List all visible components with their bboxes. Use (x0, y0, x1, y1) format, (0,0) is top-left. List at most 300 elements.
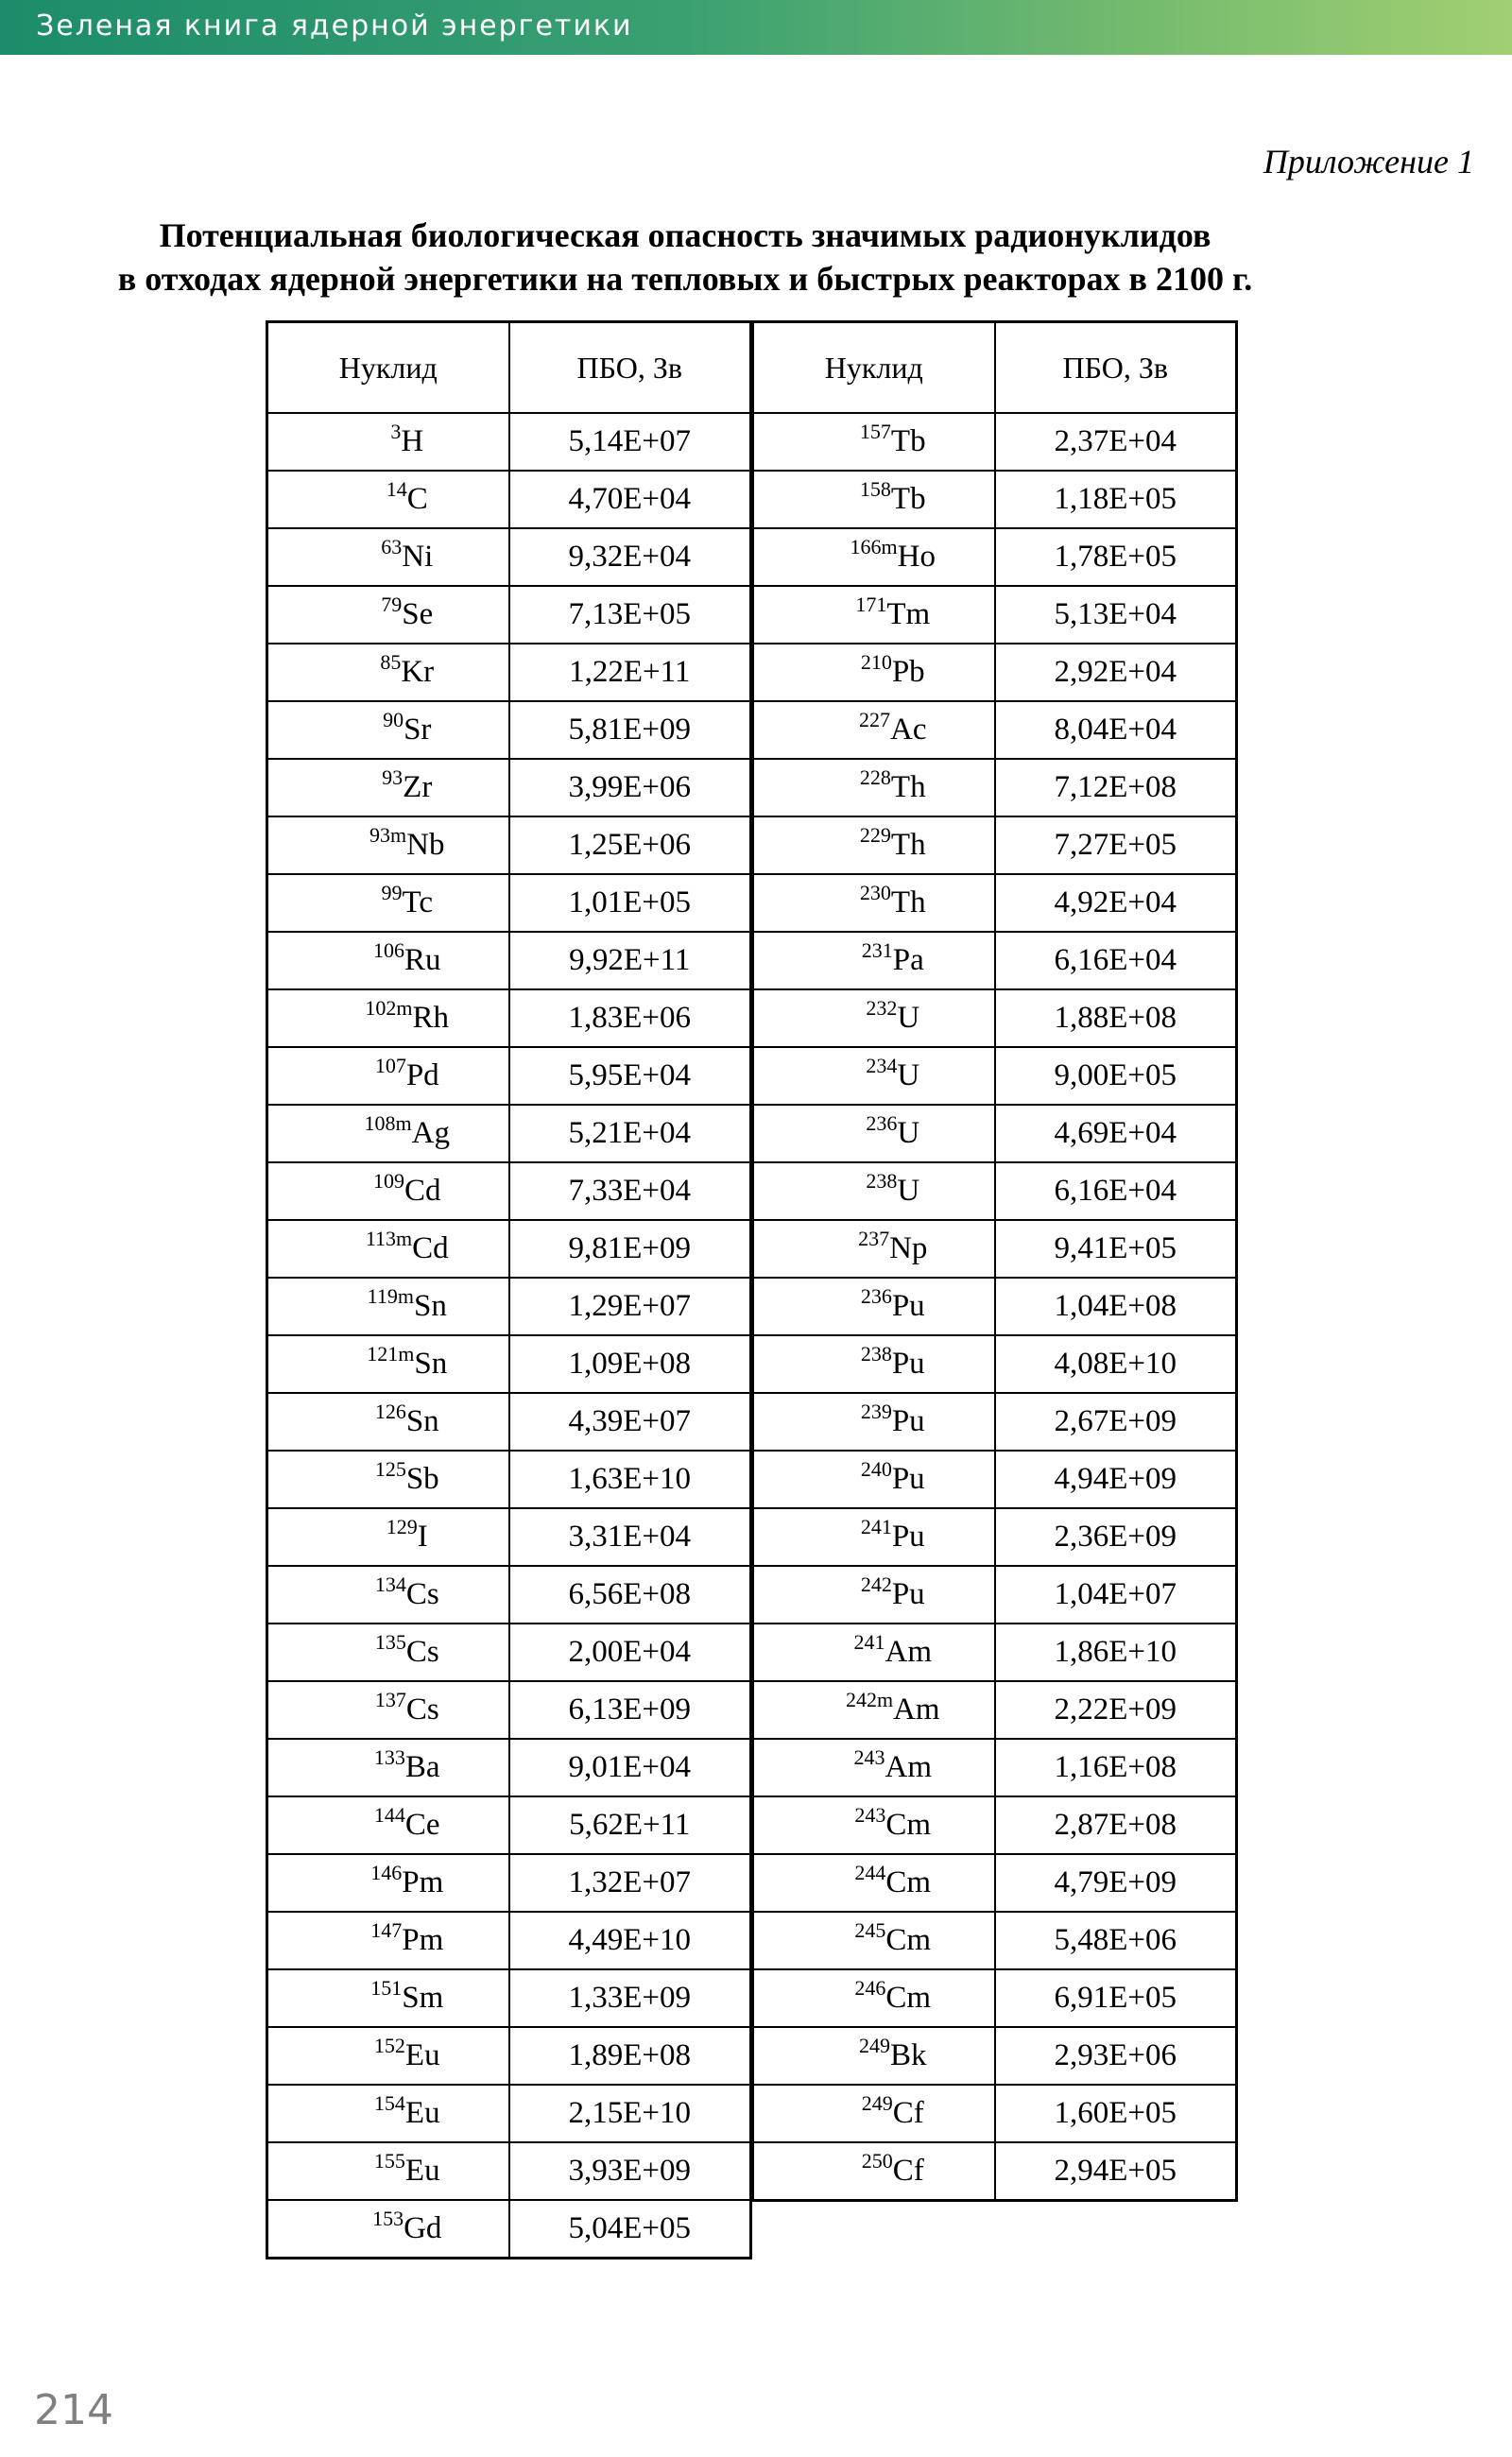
nuclide-cell (267, 932, 509, 989)
element-symbol: Pu (891, 1289, 925, 1323)
nuclide-cell (753, 471, 995, 528)
element-symbol: Se (402, 597, 434, 631)
nuclide-cell (753, 1220, 995, 1278)
pbo-value: 4,70E+04 (509, 471, 751, 528)
nuclide-cell (753, 874, 995, 932)
nuclide-cell (267, 1969, 509, 2027)
nuclide-cell (753, 413, 995, 471)
nuclide-cell (267, 2085, 509, 2142)
pbo-value: 2,15E+10 (509, 2085, 751, 2142)
pbo-value: 1,18E+05 (995, 471, 1237, 528)
table-row (753, 1681, 1237, 1739)
element-symbol: U (897, 1174, 920, 1208)
table-row (267, 1912, 751, 1969)
table-body-right (753, 413, 1237, 2201)
table-row (267, 1681, 751, 1739)
table-row (753, 2085, 1237, 2142)
table-row (753, 1162, 1237, 1220)
nuclide-cell (753, 701, 995, 759)
pbo-value: 9,81E+09 (509, 1220, 751, 1278)
nuclide-cell (267, 1854, 509, 1912)
pbo-value: 1,09E+08 (509, 1335, 751, 1393)
mass-number: 229 (859, 823, 891, 847)
mass-number: 126 (374, 1400, 406, 1423)
nuclide-cell (267, 759, 509, 816)
pbo-value: 9,01E+04 (509, 1739, 751, 1796)
element-symbol: Th (890, 770, 926, 804)
pbo-value: 3,31E+04 (509, 1508, 751, 1566)
header-band (0, 0, 1512, 55)
nuclide-cell (753, 1508, 995, 1566)
pbo-value: 9,00E+05 (995, 1047, 1237, 1105)
table-row (267, 701, 751, 759)
mass-number: 93m (369, 823, 407, 847)
appendix-label: Приложение 1 (1263, 143, 1474, 180)
nuclide-cell (267, 2142, 509, 2200)
pbo-value: 2,93E+06 (995, 2027, 1237, 2085)
nuclide-cell (753, 1451, 995, 1508)
mass-number: 129 (386, 1515, 418, 1538)
element-symbol: Pu (891, 1462, 925, 1496)
element-symbol: Ni (402, 540, 434, 574)
nuclide-cell (753, 1335, 995, 1393)
table-title-line-1: Потенциальная биологическая опасность значимых радионуклидов (159, 216, 1211, 254)
pbo-value: 1,89E+08 (509, 2027, 751, 2085)
table-row (267, 1451, 751, 1508)
mass-number: 231 (861, 938, 893, 962)
pbo-value: 7,13E+05 (509, 586, 751, 644)
nuclide-cell (267, 1278, 509, 1335)
nuclide-cell (267, 1220, 509, 1278)
nuclide-cell (267, 2200, 509, 2259)
table-row (267, 471, 751, 528)
element-symbol: Cm (885, 1808, 932, 1842)
pbo-value: 4,39E+07 (509, 1393, 751, 1451)
nuclide-cell (267, 1796, 509, 1854)
table-row (753, 989, 1237, 1047)
table-row (753, 1969, 1237, 2027)
nuclide-cell (267, 586, 509, 644)
table-row (753, 1624, 1237, 1681)
nuclide-cell (267, 1508, 509, 1566)
element-symbol: Zr (403, 770, 433, 804)
nuclide-cell (753, 1105, 995, 1162)
pbo-value: 2,92E+04 (995, 644, 1237, 701)
mass-number: 102m (365, 996, 413, 1020)
mass-number: 241 (853, 1630, 885, 1654)
table-row (267, 932, 751, 989)
mass-number: 234 (866, 1054, 898, 1077)
element-symbol: Ba (404, 1750, 440, 1784)
nuclide-cell (753, 1393, 995, 1451)
element-symbol: Cs (405, 1577, 439, 1611)
mass-number: 90 (383, 708, 404, 731)
nuclide-cell (753, 1969, 995, 2027)
element-symbol: Pu (891, 1577, 925, 1611)
element-symbol: Am (893, 1692, 940, 1727)
table-row (753, 1220, 1237, 1278)
element-symbol: Pd (405, 1058, 439, 1092)
element-symbol: Tm (886, 597, 931, 631)
mass-number: 113m (365, 1227, 413, 1250)
nuclide-cell (267, 644, 509, 701)
nuclide-cell (267, 2027, 509, 2085)
pbo-value: 5,13E+04 (995, 586, 1237, 644)
nuclide-cell (753, 1162, 995, 1220)
table-row (267, 989, 751, 1047)
pbo-value: 2,37E+04 (995, 413, 1237, 471)
nuclide-cell (753, 932, 995, 989)
mass-number: 242 (860, 1572, 892, 1596)
table-row (753, 586, 1237, 644)
mass-number: 243 (853, 1745, 885, 1769)
pbo-value: 8,04E+04 (995, 701, 1237, 759)
table-row (267, 2085, 751, 2142)
pbo-value: 9,32E+04 (509, 528, 751, 586)
table-row (753, 932, 1237, 989)
table-row (753, 2142, 1237, 2201)
table-row (267, 1624, 751, 1681)
element-symbol: C (406, 482, 428, 516)
nuclide-cell (267, 1047, 509, 1105)
table-row (753, 1335, 1237, 1393)
nuclide-cell (267, 1105, 509, 1162)
nuclide-cell (267, 874, 509, 932)
element-symbol: Cd (412, 1231, 449, 1265)
pbo-value: 6,91E+05 (995, 1969, 1237, 2027)
table-row (753, 759, 1237, 816)
element-symbol: Pu (891, 1347, 925, 1381)
element-symbol: Ho (897, 540, 936, 574)
table-row (753, 1854, 1237, 1912)
mass-number: 236 (866, 1111, 898, 1135)
element-symbol: Eu (404, 2096, 440, 2130)
pbo-value: 1,63E+10 (509, 1451, 751, 1508)
pbo-value: 5,04E+05 (509, 2200, 751, 2259)
table-row (753, 816, 1237, 874)
pbo-value: 7,27E+05 (995, 816, 1237, 874)
table-row (267, 1047, 751, 1105)
mass-number: 146 (370, 1861, 403, 1884)
pbo-value: 2,00E+04 (509, 1624, 751, 1681)
pbo-value: 1,16E+08 (995, 1739, 1237, 1796)
nuclide-cell (753, 586, 995, 644)
element-symbol: Th (890, 885, 926, 919)
mass-number: 157 (859, 420, 891, 443)
nuclide-cell (753, 644, 995, 701)
mass-number: 152 (373, 2034, 405, 2057)
table-row (267, 1162, 751, 1220)
nuclide-cell (753, 1912, 995, 1969)
element-symbol: Pu (891, 1520, 925, 1554)
element-symbol: Pu (891, 1404, 925, 1438)
mass-number: 133 (373, 1745, 405, 1769)
table-row (753, 644, 1237, 701)
mass-number: 228 (859, 765, 891, 789)
pbo-value: 7,33E+04 (509, 1162, 751, 1220)
mass-number: 99 (381, 881, 403, 904)
pbo-value: 5,48E+06 (995, 1912, 1237, 1969)
table-row (267, 644, 751, 701)
pbo-value: 2,22E+09 (995, 1681, 1237, 1739)
element-symbol: Np (889, 1231, 928, 1265)
nuclide-cell (267, 1624, 509, 1681)
table-body-left (267, 413, 751, 2259)
pbo-value: 9,92E+11 (509, 932, 751, 989)
nuclide-cell (753, 1624, 995, 1681)
element-symbol: Ac (890, 713, 927, 747)
element-symbol: Sn (405, 1404, 439, 1438)
element-symbol: Sn (414, 1347, 448, 1381)
nuclide-table-right (751, 320, 1238, 2202)
nuclide-table-left (266, 320, 752, 2259)
mass-number: 238 (860, 1342, 892, 1366)
mass-number: 107 (374, 1054, 406, 1077)
nuclide-cell (753, 1278, 995, 1335)
header-pbo: ПБО, Зв (995, 322, 1237, 414)
nuclide-cell (753, 759, 995, 816)
pbo-value: 1,60E+05 (995, 2085, 1237, 2142)
pbo-value: 4,69E+04 (995, 1105, 1237, 1162)
mass-number: 158 (859, 477, 891, 501)
pbo-value: 7,12E+08 (995, 759, 1237, 816)
nuclide-cell (267, 701, 509, 759)
element-symbol: Cs (405, 1692, 439, 1727)
pbo-value: 5,62E+11 (509, 1796, 751, 1854)
element-symbol: Cm (885, 1865, 932, 1899)
pbo-value: 1,88E+08 (995, 989, 1237, 1047)
nuclide-cell (267, 1739, 509, 1796)
nuclide-cell (753, 1047, 995, 1105)
element-symbol: Cf (892, 2096, 924, 2130)
table-row (753, 1508, 1237, 1566)
element-symbol: Pm (402, 1865, 444, 1899)
table-row (753, 1566, 1237, 1624)
pbo-value: 5,21E+04 (509, 1105, 751, 1162)
mass-number: 240 (860, 1457, 892, 1481)
mass-number: 242m (845, 1688, 894, 1711)
element-symbol: Am (885, 1750, 932, 1784)
mass-number: 3 (390, 420, 402, 443)
element-symbol: Ce (404, 1808, 440, 1842)
table-row (753, 1739, 1237, 1796)
header-pbo: ПБО, Зв (509, 322, 751, 414)
table-row (267, 1105, 751, 1162)
table-row (267, 586, 751, 644)
mass-number: 232 (866, 996, 898, 1020)
mass-number: 106 (372, 938, 404, 962)
mass-number: 244 (854, 1861, 886, 1884)
nuclide-cell (753, 528, 995, 586)
table-row (753, 471, 1237, 528)
pbo-value: 6,16E+04 (995, 1162, 1237, 1220)
mass-number: 245 (854, 1918, 886, 1942)
pbo-value: 1,32E+07 (509, 1854, 751, 1912)
mass-number: 135 (374, 1630, 406, 1654)
element-symbol: Tb (890, 424, 926, 458)
element-symbol: Kr (401, 655, 435, 689)
element-symbol: I (417, 1520, 428, 1554)
mass-number: 249 (861, 2091, 893, 2115)
pbo-value: 1,01E+05 (509, 874, 751, 932)
page-number: 214 (34, 2386, 113, 2434)
pbo-value: 2,94E+05 (995, 2142, 1237, 2201)
table-row (753, 1278, 1237, 1335)
table-row (267, 1739, 751, 1796)
mass-number: 155 (373, 2149, 405, 2173)
element-symbol: Eu (404, 2154, 440, 2188)
mass-number: 239 (860, 1400, 892, 1423)
element-symbol: Sm (402, 1981, 444, 2015)
pbo-value: 4,79E+09 (995, 1854, 1237, 1912)
pbo-value: 1,29E+07 (509, 1278, 751, 1335)
element-symbol: Am (885, 1635, 932, 1669)
nuclide-cell (753, 1854, 995, 1912)
mass-number: 153 (372, 2207, 404, 2230)
mass-number: 238 (866, 1169, 898, 1193)
nuclide-cell (267, 1335, 509, 1393)
element-symbol: Cs (405, 1635, 439, 1669)
element-symbol: Nb (406, 828, 445, 862)
element-symbol: Cd (404, 1174, 441, 1208)
mass-number: 246 (854, 1976, 886, 2000)
nuclide-cell (753, 989, 995, 1047)
pbo-value: 4,08E+10 (995, 1335, 1237, 1393)
nuclide-cell (267, 989, 509, 1047)
table-row (753, 1393, 1237, 1451)
table-row (267, 1393, 751, 1451)
table-row (753, 701, 1237, 759)
element-symbol: Bk (889, 2038, 927, 2072)
mass-number: 237 (858, 1227, 890, 1250)
table-row (753, 2027, 1237, 2085)
nuclide-cell (267, 471, 509, 528)
mass-number: 14 (386, 477, 407, 501)
table-row (267, 2200, 751, 2259)
element-symbol: Cf (892, 2154, 924, 2188)
element-symbol: U (897, 1058, 920, 1092)
element-symbol: U (897, 1116, 920, 1150)
element-symbol: Cm (885, 1981, 932, 2015)
pbo-value: 1,83E+06 (509, 989, 751, 1047)
mass-number: 119m (367, 1284, 414, 1308)
book-title: Зеленая книга ядерной энергетики (36, 9, 633, 43)
nuclide-cell (267, 1162, 509, 1220)
pbo-value: 1,78E+05 (995, 528, 1237, 586)
mass-number: 230 (859, 881, 891, 904)
element-symbol: Sr (404, 713, 432, 747)
nuclide-cell (753, 816, 995, 874)
table-header-row (267, 322, 751, 414)
pbo-value: 4,94E+09 (995, 1451, 1237, 1508)
nuclide-cell (753, 1566, 995, 1624)
pbo-value: 1,86E+10 (995, 1624, 1237, 1681)
mass-number: 151 (370, 1976, 403, 2000)
mass-number: 63 (381, 535, 403, 558)
table-row (753, 413, 1237, 471)
table-row (753, 1047, 1237, 1105)
nuclide-cell (753, 2142, 995, 2201)
table-row (267, 874, 751, 932)
element-symbol: Eu (404, 2038, 440, 2072)
table-row (267, 1969, 751, 2027)
table-row (753, 528, 1237, 586)
element-symbol: Cm (885, 1923, 932, 1957)
pbo-value: 1,33E+09 (509, 1969, 751, 2027)
pbo-value: 2,87E+08 (995, 1796, 1237, 1854)
mass-number: 166m (850, 535, 898, 558)
element-symbol: Ag (411, 1116, 450, 1150)
table-row (267, 1566, 751, 1624)
mass-number: 144 (373, 1803, 405, 1827)
nuclide-cell (267, 413, 509, 471)
mass-number: 243 (854, 1803, 886, 1827)
element-symbol: U (897, 1001, 920, 1035)
table-row (267, 1854, 751, 1912)
header-nuclide: Нуклид (267, 322, 509, 414)
mass-number: 210 (860, 650, 892, 674)
mass-number: 93 (382, 765, 404, 789)
pbo-value: 2,67E+09 (995, 1393, 1237, 1451)
table-row (267, 1796, 751, 1854)
nuclide-cell (753, 2027, 995, 2085)
element-symbol: Rh (412, 1001, 450, 1035)
pbo-value: 1,04E+07 (995, 1566, 1237, 1624)
pbo-value: 6,16E+04 (995, 932, 1237, 989)
pbo-value: 3,99E+06 (509, 759, 751, 816)
pbo-value: 6,56E+08 (509, 1566, 751, 1624)
element-symbol: Sb (405, 1462, 439, 1496)
table-row (753, 1912, 1237, 1969)
element-symbol: Th (890, 828, 926, 862)
pbo-value: 4,92E+04 (995, 874, 1237, 932)
pbo-value: 5,14E+07 (509, 413, 751, 471)
table-row (753, 1105, 1237, 1162)
nuclide-cell (267, 1912, 509, 1969)
mass-number: 249 (858, 2034, 890, 2057)
element-symbol: Ru (404, 943, 441, 977)
pbo-value: 6,13E+09 (509, 1681, 751, 1739)
table-row (267, 816, 751, 874)
table-row (753, 874, 1237, 932)
mass-number: 171 (855, 593, 887, 616)
mass-number: 79 (381, 593, 403, 616)
table-row (267, 1508, 751, 1566)
nuclide-cell (753, 1796, 995, 1854)
mass-number: 154 (373, 2091, 405, 2115)
table-row (267, 1220, 751, 1278)
table-row (267, 2142, 751, 2200)
mass-number: 236 (860, 1284, 892, 1308)
mass-number: 109 (372, 1169, 404, 1193)
nuclide-cell (753, 1739, 995, 1796)
pbo-value: 1,25E+06 (509, 816, 751, 874)
mass-number: 85 (380, 650, 402, 674)
pbo-value: 3,93E+09 (509, 2142, 751, 2200)
nuclide-cell (267, 1393, 509, 1451)
element-symbol: Pm (402, 1923, 444, 1957)
mass-number: 121m (367, 1342, 415, 1366)
table-row (267, 1335, 751, 1393)
table-row (753, 1796, 1237, 1854)
pbo-value: 5,95E+04 (509, 1047, 751, 1105)
element-symbol: Tc (402, 885, 433, 919)
table-row (753, 1451, 1237, 1508)
mass-number: 125 (374, 1457, 406, 1481)
element-symbol: Sn (413, 1289, 447, 1323)
pbo-value: 9,41E+05 (995, 1220, 1237, 1278)
element-symbol: Gd (404, 2211, 442, 2245)
